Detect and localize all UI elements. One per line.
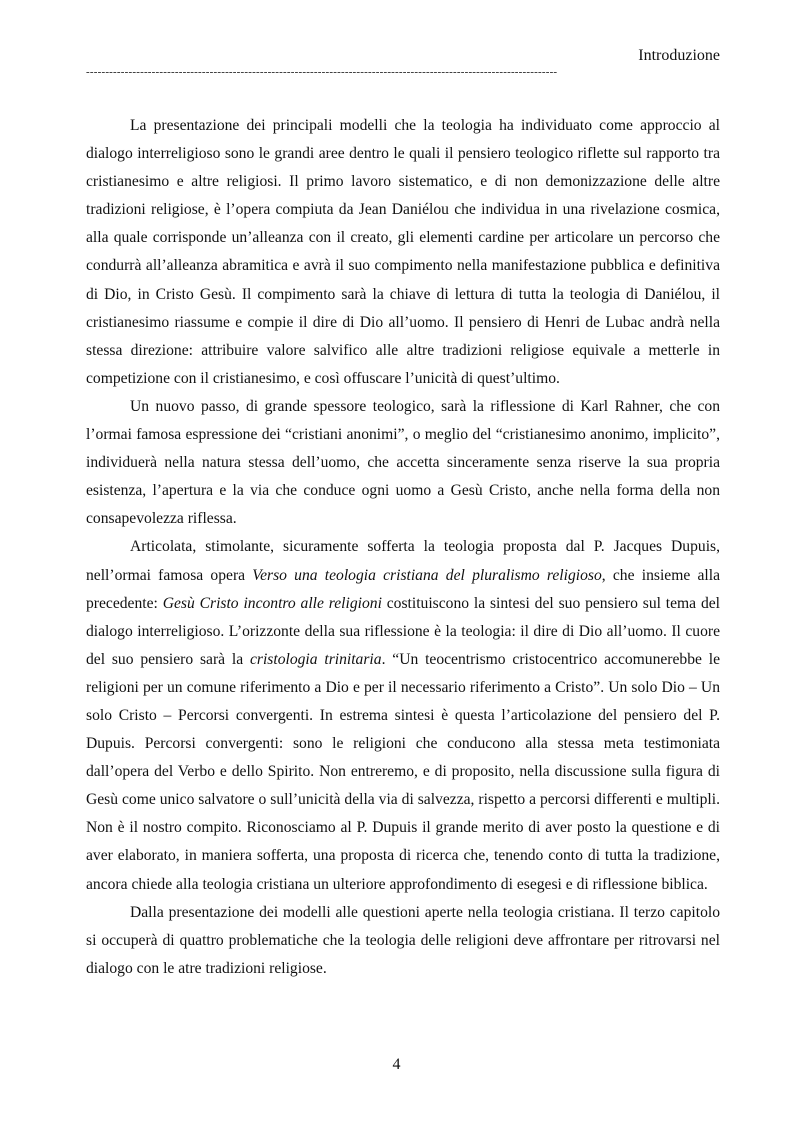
running-header-title: Introduzione xyxy=(638,47,720,64)
paragraph-segment: Articolata, stimolante, sicuramente sofferta la teologia proposta dal P. Jacques Dupuis, nell’ormai famosa opera xyxy=(86,538,720,584)
paragraph-3 xyxy=(86,533,720,898)
paragraph-segment: costituiscono la sintesi del suo pensiero sul tema del dialogo interreligioso. L’orizzonte della sua riflessione è la teologia: il dire di Dio all’uomo. Il cuore del suo pensiero sarà la xyxy=(86,594,720,668)
book-title-italic: Verso una teologia cristiana del pluralismo religioso xyxy=(252,566,602,584)
term-italic: cristologia trinitaria xyxy=(249,650,382,668)
paragraph-segment: Un nuovo passo, di grande spessore teologico, sarà la riflessione di Karl Rahner, che con l’ormai famosa espressione dei “cristiani anonimi”, o meglio del “cristianesimo anonimo, implicito”, individuerà nella natura stessa dell’uomo, che accetta sinceramente senza riserve la sua propria esistenza, l’apertura e la via che conduce ogni uomo a Gesù Cristo, anche nella forma della non consapevolezza riflessa. xyxy=(86,397,720,528)
paragraph-1 xyxy=(86,112,720,393)
page-number: 4 xyxy=(392,1056,401,1073)
paragraph-segment: , che insieme alla precedente: xyxy=(86,566,720,612)
paragraph-4 xyxy=(86,899,720,983)
header-dashed-rule: -------------------------------------------------------------------------------------------------------------------------- xyxy=(86,66,558,78)
paragraph-2 xyxy=(86,393,720,533)
paragraph-segment: . “Un teocentrismo cristocentrico accomunerebbe le religioni per un comune riferimento a Dio e per il necessario riferimento a Cristo”. Un solo Dio – Un solo Cristo – Percorsi convergenti. In estrema sintesi è questa l’articolazione del pensiero del P. Dupuis. Percorsi convergenti: sono le religioni che conducono alla stessa meta testimoniata dall’opera del Verbo e dello Spirito. Non entreremo, e di proposito, nella discussione sulla figura di Gesù come unico salvatore o sull’unicità della via di salvezza, rispetto a percorsi differenti e multipli. Non è il nostro compito. Riconosciamo al P. Dupuis il grande merito di aver posto la questione e di aver elaborato, in maniera sofferta, una proposta di ricerca che, tenendo conto di tutta la tradizione, ancora chiede alla teologia cristiana un ulteriore approfondimento di esegesi e di riflessione biblica. xyxy=(86,650,720,893)
book-title-italic: Gesù Cristo incontro alle religioni xyxy=(162,594,382,612)
paragraph-segment: Dalla presentazione dei modelli alle questioni aperte nella teologia cristiana. Il terzo capitolo si occuperà di quattro problematiche che la teologia delle religioni deve affrontare per ritrovarsi nel dialogo con le atre tradizioni religiose. xyxy=(86,903,720,977)
page-header xyxy=(86,46,720,78)
body-text xyxy=(86,112,720,983)
paragraph-segment: La presentazione dei principali modelli che la teologia ha individuato come approccio al dialogo interreligioso sono le grandi aree dentro le quali il pensiero teologico riflette sul rapporto tra cristianesimo e altre religiosi. Il primo lavoro sistematico, e di non demonizzazione delle altre tradizioni religiose, è l’opera compiuta da Jean Daniélou che individua in una rivelazione cosmica, alla quale corrisponde un’alleanza con il creato, gli elementi cardine per articolare un percorso che condurrà all’alleanza abramitica e avrà il suo compimento nella manifestazione pubblica e definitiva di Dio, in Cristo Gesù. Il compimento sarà la chiave di lettura di tutta la teologia di Daniélou, il cristianesimo riassume e compie il dire di Dio all’uomo. Il pensiero di Henri de Lubac andrà nella stessa direzione: attribuire valore salvifico alle altre tradizioni religiose equivale a metterle in competizione con il cristianesimo, e così offuscare l’unicità di quest’ultimo. xyxy=(86,117,720,387)
